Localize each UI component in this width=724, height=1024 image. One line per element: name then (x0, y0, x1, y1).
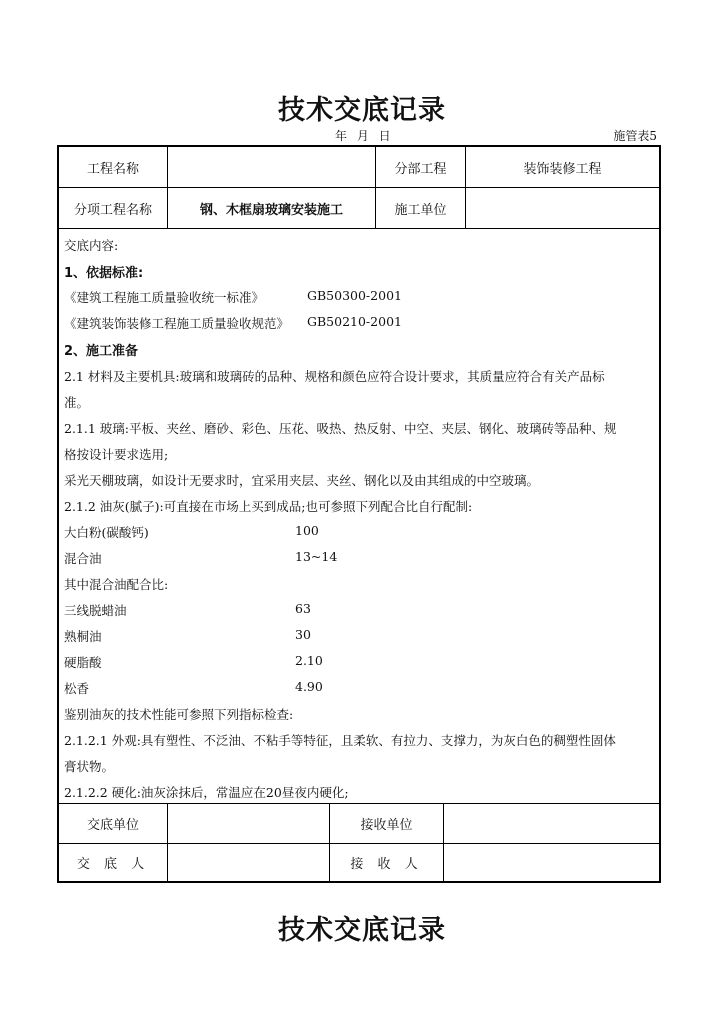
receiver-person-value[interactable] (444, 844, 659, 881)
paragraph-line: 2.1.1 玻璃:平板、夹丝、磨砂、彩色、压花、吸热、热反射、中空、夹层、钢化、玻璃砖等品种、规 (64, 421, 617, 436)
record-table (57, 145, 661, 883)
oil-item-value: 30 (295, 627, 311, 642)
document-title: 技术交底记录 (278, 95, 446, 126)
division-label: 分部工程 (394, 161, 447, 177)
paragraph-line: 2.1.2 油灰(腻子):可直接在市场上买到成品;也可参照下列配合比自行配制: (64, 499, 473, 514)
division-value[interactable]: 装饰装修工程 (523, 161, 602, 177)
issuer-unit-label: 交底单位 (86, 818, 139, 833)
receiver-person-label: 接 收 人 (350, 857, 423, 872)
paragraph-line: 其中混合油配合比: (64, 577, 169, 592)
paragraph-line: 鉴别油灰的技术性能可参照下列指标检查: (64, 707, 294, 722)
paragraph-line: 准。 (64, 395, 90, 410)
constructor-value[interactable] (466, 188, 659, 228)
oil-item-value: 4.90 (295, 679, 323, 694)
paragraph-line: 膏状物。 (64, 759, 115, 774)
oil-item-name: 硬脂酸 (64, 655, 102, 670)
standard-1-code: GB50300-2001 (307, 288, 402, 303)
paragraph-line: 2.1 材料及主要机具:玻璃和玻璃砖的品种、规格和颜色应符合设计要求，其质量应符合有关产品标 (64, 369, 605, 384)
section-1-title: 1、依据标准: (64, 266, 144, 281)
paragraph-line: 采光天棚玻璃，如设计无要求时，宜采用夹层、夹丝、钢化以及由其组成的中空玻璃。 (64, 473, 540, 488)
oil-item-value: 63 (295, 601, 311, 616)
receiver-unit-value[interactable] (444, 804, 659, 843)
standard-1-name: 《建筑工程施工质量验收统一标准》 (64, 290, 265, 305)
date-line: 年 月 日 (335, 129, 394, 143)
issuer-unit-value[interactable] (168, 804, 329, 843)
subitem-label: 分项工程名称 (73, 202, 152, 218)
mix-item-value: 13~14 (295, 549, 338, 564)
issuer-person-value[interactable] (168, 844, 329, 881)
row-divider (59, 228, 659, 229)
form-number: 施管表5 (613, 129, 657, 143)
project-name-label: 工程名称 (86, 161, 139, 177)
receiver-unit-label: 接收单位 (360, 818, 413, 833)
mix-item-name: 混合油 (64, 551, 102, 566)
project-name-value[interactable] (168, 147, 375, 187)
oil-item-name: 三线脱蜡油 (64, 603, 127, 618)
content-heading: 交底内容: (64, 238, 119, 253)
standard-2-name: 《建筑装饰装修工程施工质量验收规范》 (64, 316, 290, 331)
oil-item-name: 松香 (64, 681, 90, 696)
oil-item-name: 熟桐油 (64, 629, 102, 644)
oil-item-value: 2.10 (295, 653, 323, 668)
next-page-title: 技术交底记录 (278, 915, 446, 946)
mix-item-value: 100 (295, 523, 319, 538)
paragraph-line: 格按设计要求选用; (64, 447, 169, 462)
paragraph-line: 2.1.2.2 硬化:油灰涂抹后，常温应在20昼夜内硬化; (64, 785, 349, 800)
section-2-title: 2、施工准备 (64, 344, 139, 359)
issuer-person-label: 交 底 人 (76, 857, 150, 872)
disclosure-content (64, 230, 654, 804)
constructor-label: 施工单位 (394, 202, 447, 218)
paragraph-line: 2.1.2.1 外观:具有塑性、不泛油、不粘手等特征，且柔软、有拉力、支撑力，为灰白色的稠塑性固体 (64, 733, 616, 748)
standard-2-code: GB50210-2001 (307, 314, 402, 329)
mix-item-name: 大白粉(碳酸钙) (64, 525, 149, 540)
subitem-value[interactable]: 钢、木框扇玻璃安装施工 (199, 202, 343, 218)
